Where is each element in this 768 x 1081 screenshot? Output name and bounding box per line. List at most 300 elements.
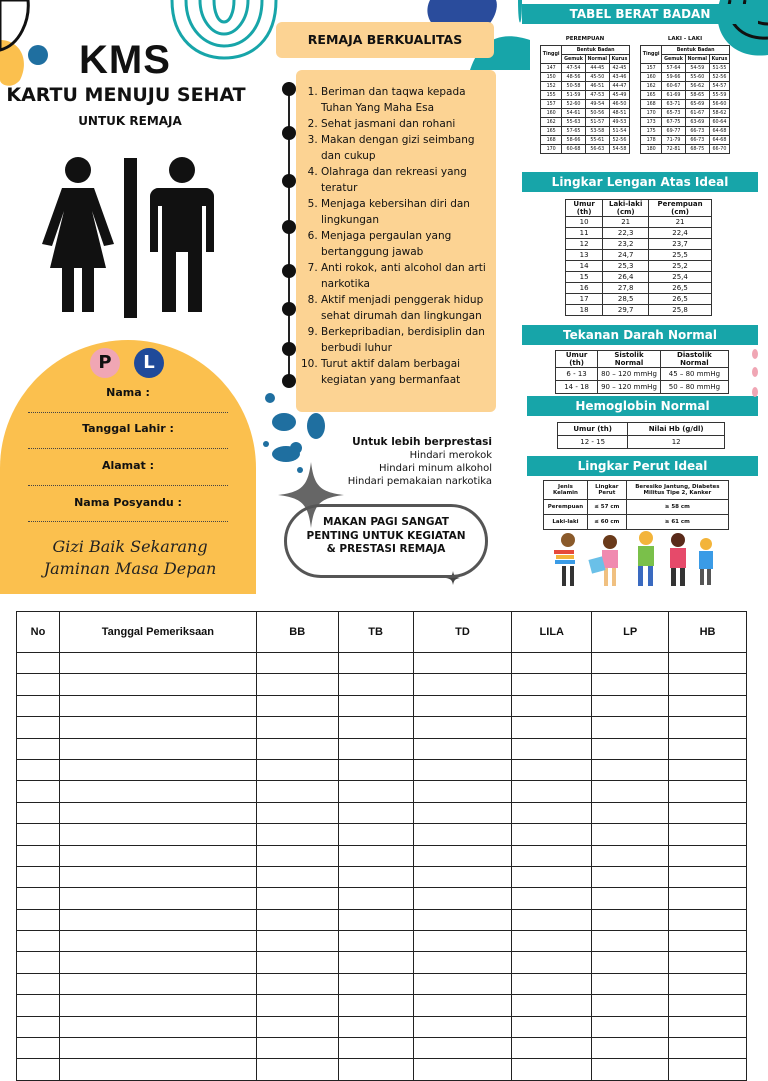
exam-cell[interactable] — [512, 653, 592, 674]
exam-cell[interactable] — [512, 909, 592, 930]
table-cell: 147 — [541, 64, 562, 73]
table-header-row — [544, 481, 729, 500]
exam-record-table — [16, 611, 747, 1081]
exam-cell[interactable] — [59, 973, 256, 994]
exam-cell[interactable] — [413, 1059, 512, 1080]
table-cell: 21 — [649, 217, 712, 228]
exam-cell[interactable] — [59, 888, 256, 909]
exam-cell[interactable] — [592, 952, 669, 973]
remaja-item: 6. Menjaga pergaulan yang bertanggung jawab — [321, 228, 490, 260]
exam-cell[interactable] — [59, 674, 256, 695]
table-cell: 178 — [641, 136, 662, 145]
table-cell: 10 — [566, 217, 603, 228]
table-cell: 175 — [641, 127, 662, 136]
exam-cell[interactable] — [669, 931, 747, 952]
tekanan-darah-title: Tekanan Darah Normal — [522, 325, 758, 345]
exam-cell[interactable] — [256, 1038, 338, 1059]
table-cell: 47-54 — [562, 64, 585, 73]
exam-cell[interactable] — [592, 909, 669, 930]
berat-badan-title: TABEL BERAT BADAN — [522, 4, 758, 24]
table-cell: 57-65 — [562, 127, 585, 136]
lila-title: Lingkar Lengan Atas Ideal — [522, 172, 758, 192]
field-nama: Nama : — [106, 386, 150, 399]
table-header: Beresiko Jantung, Diabetes Militus Tipe 2, Kanker — [626, 481, 728, 500]
exam-cell[interactable] — [17, 674, 60, 695]
table-cell: 58-62 — [709, 109, 729, 118]
table-header: Laki-laki (cm) — [603, 200, 649, 217]
exam-cell[interactable] — [256, 653, 338, 674]
table-cell: 150 — [541, 73, 562, 82]
exam-cell[interactable] — [59, 909, 256, 930]
field-tanggal-lahir: Tanggal Lahir : — [82, 422, 174, 435]
table-cell: Laki-laki — [544, 515, 588, 530]
table-cell: 80 – 120 mmHg — [598, 368, 661, 381]
exam-cell[interactable] — [669, 781, 747, 802]
exam-cell[interactable] — [338, 674, 413, 695]
table-cell: 56-62 — [685, 82, 709, 91]
exam-cell[interactable] — [669, 1038, 747, 1059]
exam-cell[interactable] — [256, 1016, 338, 1037]
exam-cell[interactable] — [669, 866, 747, 887]
table-cell: 48-56 — [562, 73, 585, 82]
exam-cell[interactable] — [17, 695, 60, 716]
exam-cell[interactable] — [17, 995, 60, 1016]
exam-cell[interactable] — [512, 888, 592, 909]
exam-cell[interactable] — [338, 1059, 413, 1080]
table-cell: 17 — [566, 294, 603, 305]
exam-cell[interactable] — [413, 995, 512, 1016]
exam-cell[interactable] — [669, 845, 747, 866]
table-cell: 51-55 — [709, 64, 729, 73]
exam-cell[interactable] — [413, 845, 512, 866]
table-header: Normal — [585, 55, 609, 64]
table-header: Tinggi — [541, 46, 562, 64]
exam-cell[interactable] — [413, 1038, 512, 1059]
exam-cell[interactable] — [592, 1038, 669, 1059]
exam-cell[interactable] — [338, 1016, 413, 1037]
table-cell: 66-73 — [685, 127, 709, 136]
table-header: Umur (th) — [566, 200, 603, 217]
field-nama-line[interactable] — [28, 412, 228, 413]
exam-cell[interactable] — [413, 674, 512, 695]
exam-cell[interactable] — [592, 802, 669, 823]
table-row — [566, 217, 712, 228]
table-cell: 168 — [641, 100, 662, 109]
table-cell: 45 – 80 mmHg — [660, 368, 728, 381]
exam-row — [17, 1016, 747, 1037]
column-header-lila: LILA — [512, 612, 592, 653]
remaja-item: 7. Anti rokok, anti alcohol dan arti narkotika — [321, 260, 490, 292]
table-cell: 25,4 — [649, 272, 712, 283]
exam-cell[interactable] — [17, 738, 60, 759]
exam-cell[interactable] — [413, 1016, 512, 1037]
perempuan-label: PEREMPUAN — [565, 36, 605, 42]
table-header: Perempuan (cm) — [649, 200, 712, 217]
table-header-row — [558, 423, 725, 436]
exam-cell[interactable] — [512, 738, 592, 759]
table-header: Jenis Kelamin — [544, 481, 588, 500]
exam-cell[interactable] — [338, 653, 413, 674]
exam-cell[interactable] — [59, 781, 256, 802]
exam-cell[interactable] — [592, 824, 669, 845]
timeline-dot — [282, 82, 296, 96]
table-cell: 44-47 — [609, 82, 629, 91]
exam-cell[interactable] — [59, 1038, 256, 1059]
exam-cell[interactable] — [512, 931, 592, 952]
exam-cell[interactable] — [592, 738, 669, 759]
table-row — [641, 64, 730, 73]
table-row — [541, 136, 630, 145]
table-cell: 46-51 — [585, 82, 609, 91]
exam-cell[interactable] — [59, 1016, 256, 1037]
remaja-item: 1. Beriman dan taqwa kepada Tuhan Yang Maha Esa — [321, 84, 490, 116]
table-row — [641, 127, 730, 136]
table-header: Lingkar Perut — [587, 481, 626, 500]
table-cell: 48-51 — [609, 109, 629, 118]
exam-cell[interactable] — [17, 931, 60, 952]
exam-cell[interactable] — [512, 952, 592, 973]
exam-cell[interactable] — [512, 781, 592, 802]
table-header: Kurus — [609, 55, 629, 64]
exam-cell[interactable] — [413, 738, 512, 759]
table-row — [566, 294, 712, 305]
exam-cell[interactable] — [413, 866, 512, 887]
table-cell: 16 — [566, 283, 603, 294]
table-cell: 22,3 — [603, 228, 649, 239]
table-cell: 26,5 — [649, 294, 712, 305]
exam-cell[interactable] — [17, 952, 60, 973]
exam-cell[interactable] — [592, 674, 669, 695]
exam-cell[interactable] — [338, 995, 413, 1016]
exam-cell[interactable] — [592, 888, 669, 909]
table-row — [566, 305, 712, 316]
table-cell: 66-70 — [709, 145, 729, 154]
table-header-row — [566, 200, 712, 217]
tips-title: Untuk lebih berprestasi — [352, 436, 492, 448]
exam-cell[interactable] — [413, 717, 512, 738]
exam-row — [17, 845, 747, 866]
exam-cell[interactable] — [17, 973, 60, 994]
male-badge: L — [134, 348, 164, 378]
exam-cell[interactable] — [338, 888, 413, 909]
exam-cell[interactable] — [592, 717, 669, 738]
exam-cell[interactable] — [338, 717, 413, 738]
exam-cell[interactable] — [17, 888, 60, 909]
exam-row — [17, 824, 747, 845]
column-header-tb: TB — [338, 612, 413, 653]
exam-cell[interactable] — [413, 931, 512, 952]
exam-cell[interactable] — [669, 1059, 747, 1080]
exam-cell[interactable] — [59, 866, 256, 887]
exam-cell[interactable] — [256, 674, 338, 695]
exam-cell[interactable] — [17, 1016, 60, 1037]
exam-cell[interactable] — [512, 973, 592, 994]
motto-line-2: Jaminan Masa Depan — [43, 559, 217, 578]
table-row — [541, 82, 630, 91]
exam-row — [17, 674, 747, 695]
table-cell: 14 — [566, 261, 603, 272]
table-cell: 65-73 — [662, 109, 685, 118]
table-cell: ≥ 58 cm — [626, 500, 728, 515]
exam-cell[interactable] — [17, 759, 60, 780]
exam-cell[interactable] — [592, 759, 669, 780]
table-cell: ≥ 61 cm — [626, 515, 728, 530]
table-cell: 55-59 — [709, 91, 729, 100]
table-cell: 27,8 — [603, 283, 649, 294]
exam-cell[interactable] — [338, 866, 413, 887]
exam-row — [17, 931, 747, 952]
exam-cell[interactable] — [59, 824, 256, 845]
exam-cell[interactable] — [256, 973, 338, 994]
table-row — [641, 118, 730, 127]
exam-cell[interactable] — [17, 1038, 60, 1059]
exam-cell[interactable] — [256, 717, 338, 738]
table-cell: 51-57 — [585, 118, 609, 127]
exam-cell[interactable] — [338, 759, 413, 780]
exam-cell[interactable] — [338, 738, 413, 759]
hemoglobin-table — [557, 422, 725, 449]
table-cell: 170 — [541, 145, 562, 154]
exam-cell[interactable] — [413, 759, 512, 780]
table-cell: 15 — [566, 272, 603, 283]
exam-cell[interactable] — [512, 824, 592, 845]
exam-cell[interactable] — [59, 759, 256, 780]
exam-cell[interactable] — [17, 717, 60, 738]
table-row — [641, 145, 730, 154]
exam-cell[interactable] — [256, 738, 338, 759]
exam-cell[interactable] — [592, 995, 669, 1016]
exam-cell[interactable] — [338, 695, 413, 716]
exam-cell[interactable] — [413, 802, 512, 823]
remaja-item: 3. Makan dengan gizi seimbang dan cukup — [321, 132, 490, 164]
exam-cell[interactable] — [256, 802, 338, 823]
lingkar-perut-table — [543, 480, 729, 530]
table-cell: 63-71 — [662, 100, 685, 109]
exam-cell[interactable] — [669, 888, 747, 909]
table-header: Sistolik Normal — [598, 351, 661, 368]
table-cell: 43-46 — [609, 73, 629, 82]
exam-cell[interactable] — [512, 1059, 592, 1080]
exam-cell[interactable] — [413, 695, 512, 716]
exam-cell[interactable] — [17, 653, 60, 674]
exam-cell[interactable] — [256, 866, 338, 887]
exam-cell[interactable] — [669, 717, 747, 738]
table-cell: 162 — [541, 118, 562, 127]
exam-cell[interactable] — [59, 931, 256, 952]
exam-cell[interactable] — [338, 781, 413, 802]
table-cell: 51-59 — [562, 91, 585, 100]
table-cell: 6 - 13 — [556, 368, 598, 381]
timeline-dot — [282, 374, 296, 388]
table-cell: 52-56 — [609, 136, 629, 145]
exam-cell[interactable] — [256, 695, 338, 716]
exam-cell[interactable] — [17, 845, 60, 866]
table-row — [641, 73, 730, 82]
table-cell: 64-68 — [709, 136, 729, 145]
column-header-lp: LP — [592, 612, 669, 653]
table-row — [556, 368, 729, 381]
table-cell: 23,2 — [603, 239, 649, 250]
exam-cell[interactable] — [256, 888, 338, 909]
exam-cell[interactable] — [338, 802, 413, 823]
table-cell: 51-54 — [609, 127, 629, 136]
table-cell: 61-69 — [662, 91, 685, 100]
table-row — [541, 73, 630, 82]
exam-cell[interactable] — [338, 931, 413, 952]
exam-row — [17, 1038, 747, 1059]
table-cell: 45-49 — [609, 91, 629, 100]
exam-cell[interactable] — [512, 674, 592, 695]
exam-cell[interactable] — [512, 1038, 592, 1059]
exam-cell[interactable] — [592, 845, 669, 866]
exam-cell[interactable] — [669, 653, 747, 674]
exam-cell[interactable] — [669, 738, 747, 759]
exam-cell[interactable] — [669, 695, 747, 716]
exam-cell[interactable] — [413, 824, 512, 845]
table-cell: 50-58 — [562, 82, 585, 91]
exam-cell[interactable] — [338, 973, 413, 994]
exam-cell[interactable] — [338, 1038, 413, 1059]
table-row — [541, 100, 630, 109]
exam-cell[interactable] — [59, 802, 256, 823]
exam-cell[interactable] — [592, 866, 669, 887]
table-cell: 155 — [541, 91, 562, 100]
exam-cell[interactable] — [59, 717, 256, 738]
exam-cell[interactable] — [59, 845, 256, 866]
exam-cell[interactable] — [512, 845, 592, 866]
exam-cell[interactable] — [512, 695, 592, 716]
table-cell: 160 — [541, 109, 562, 118]
remaja-item: 2. Sehat jasmani dan rohani — [321, 116, 490, 132]
exam-cell[interactable] — [512, 866, 592, 887]
table-header: Nilai Hb (g/dl) — [628, 423, 725, 436]
exam-cell[interactable] — [59, 952, 256, 973]
exam-cell[interactable] — [512, 802, 592, 823]
table-cell: 160 — [641, 73, 662, 82]
exam-cell[interactable] — [256, 952, 338, 973]
exam-cell[interactable] — [669, 824, 747, 845]
exam-cell[interactable] — [256, 931, 338, 952]
table-row — [641, 100, 730, 109]
table-row — [541, 91, 630, 100]
exam-cell[interactable] — [17, 824, 60, 845]
table-cell: 21 — [603, 217, 649, 228]
exam-cell[interactable] — [413, 781, 512, 802]
exam-cell[interactable] — [59, 1059, 256, 1080]
exam-cell[interactable] — [413, 909, 512, 930]
kids-illustration — [550, 528, 720, 592]
exam-cell[interactable] — [256, 909, 338, 930]
exam-cell[interactable] — [592, 973, 669, 994]
exam-cell[interactable] — [592, 653, 669, 674]
exam-cell[interactable] — [592, 1016, 669, 1037]
table-row — [566, 272, 712, 283]
exam-cell[interactable] — [256, 824, 338, 845]
field-alamat-line[interactable] — [28, 485, 228, 486]
table-row — [641, 91, 730, 100]
exam-cell[interactable] — [592, 1059, 669, 1080]
exam-cell[interactable] — [59, 995, 256, 1016]
exam-cell[interactable] — [669, 995, 747, 1016]
exam-cell[interactable] — [512, 717, 592, 738]
table-cell: 28,5 — [603, 294, 649, 305]
exam-cell[interactable] — [17, 1059, 60, 1080]
exam-cell[interactable] — [592, 781, 669, 802]
table-cell: 53-58 — [585, 127, 609, 136]
exam-cell[interactable] — [59, 653, 256, 674]
exam-cell[interactable] — [338, 845, 413, 866]
motto-line-1: Gizi Baik Sekarang — [52, 537, 208, 556]
exam-cell[interactable] — [413, 653, 512, 674]
kms-subtitle: KARTU MENUJU SEHAT — [6, 84, 246, 106]
table-row — [541, 64, 630, 73]
exam-cell[interactable] — [17, 781, 60, 802]
table-cell: 54-61 — [562, 109, 585, 118]
field-nama-posyandu-line[interactable] — [28, 521, 228, 522]
berat-badan-laki-table — [640, 45, 730, 154]
exam-cell[interactable] — [512, 1016, 592, 1037]
exam-cell[interactable] — [17, 802, 60, 823]
table-row — [558, 436, 725, 449]
exam-cell[interactable] — [17, 866, 60, 887]
table-row — [566, 239, 712, 250]
table-cell: 56-60 — [709, 100, 729, 109]
exam-cell[interactable] — [592, 931, 669, 952]
exam-cell[interactable] — [669, 952, 747, 973]
table-row — [541, 118, 630, 127]
table-cell: 65-69 — [685, 100, 709, 109]
exam-cell[interactable] — [338, 909, 413, 930]
table-cell: 25,5 — [649, 250, 712, 261]
table-cell: 173 — [641, 118, 662, 127]
exam-cell[interactable] — [413, 952, 512, 973]
exam-cell[interactable] — [59, 738, 256, 759]
table-cell: 60-68 — [562, 145, 585, 154]
table-cell: 12 — [628, 436, 725, 449]
exam-cell[interactable] — [338, 824, 413, 845]
exam-cell[interactable] — [256, 781, 338, 802]
exam-cell[interactable] — [669, 973, 747, 994]
exam-cell[interactable] — [59, 695, 256, 716]
table-cell: 67-75 — [662, 118, 685, 127]
exam-cell[interactable] — [669, 802, 747, 823]
exam-cell[interactable] — [669, 759, 747, 780]
table-header: Diastolik Normal — [660, 351, 728, 368]
exam-cell[interactable] — [256, 759, 338, 780]
exam-cell[interactable] — [413, 888, 512, 909]
exam-cell[interactable] — [512, 759, 592, 780]
exam-cell[interactable] — [669, 1016, 747, 1037]
exam-row — [17, 888, 747, 909]
table-cell: 25,3 — [603, 261, 649, 272]
exam-cell[interactable] — [256, 845, 338, 866]
exam-cell[interactable] — [512, 995, 592, 1016]
exam-cell[interactable] — [669, 674, 747, 695]
exam-cell[interactable] — [669, 909, 747, 930]
table-cell: 68-75 — [685, 145, 709, 154]
table-cell: 45-50 — [585, 73, 609, 82]
table-cell: 49-54 — [585, 100, 609, 109]
field-tanggal-lahir-line[interactable] — [28, 448, 228, 449]
exam-cell[interactable] — [413, 973, 512, 994]
exam-cell[interactable] — [17, 909, 60, 930]
table-cell: 26,5 — [649, 283, 712, 294]
exam-cell[interactable] — [592, 695, 669, 716]
exam-cell[interactable] — [338, 952, 413, 973]
exam-cell[interactable] — [256, 995, 338, 1016]
table-cell: 90 – 120 mmHg — [598, 381, 661, 394]
exam-cell[interactable] — [256, 1059, 338, 1080]
